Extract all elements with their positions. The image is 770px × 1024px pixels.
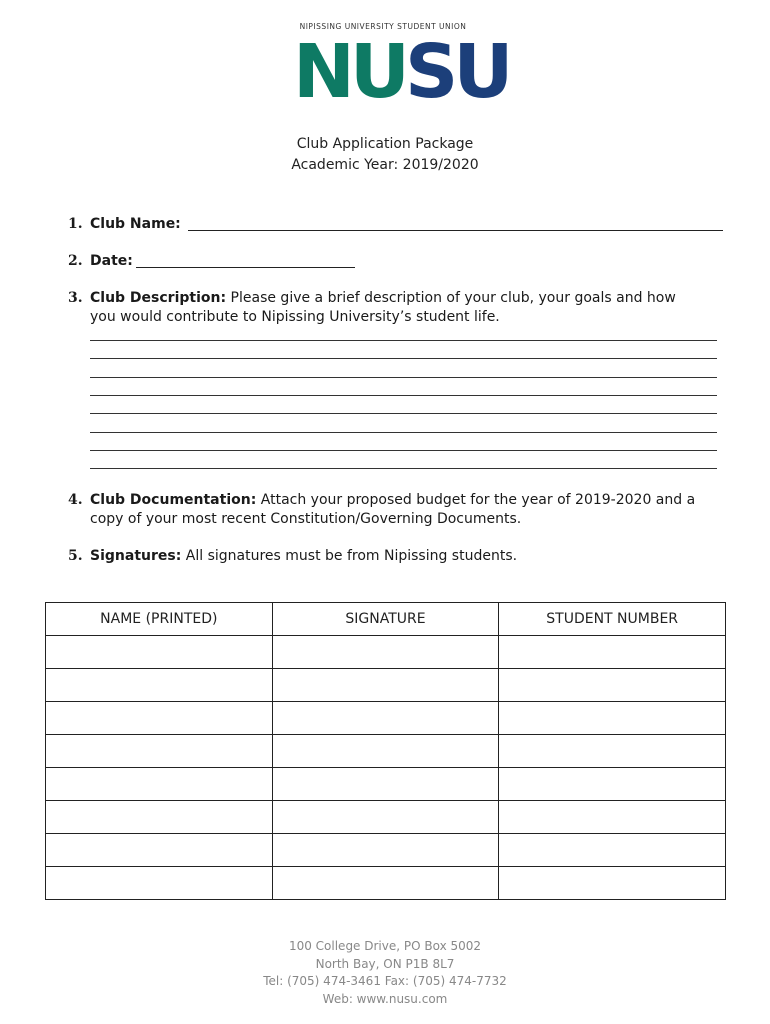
student-number-cell[interactable] — [499, 735, 726, 768]
name-cell[interactable] — [46, 834, 273, 867]
table-row — [46, 735, 726, 768]
name-cell[interactable] — [46, 702, 273, 735]
description-line[interactable] — [90, 340, 717, 341]
name-cell[interactable] — [46, 768, 273, 801]
student-number-cell[interactable] — [499, 669, 726, 702]
signature-cell[interactable] — [272, 702, 499, 735]
signature-cell[interactable] — [272, 669, 499, 702]
question-label: Signatures: — [90, 548, 182, 564]
page-title — [0, 134, 770, 176]
student-number-cell[interactable] — [499, 801, 726, 834]
question-text: All signatures must be from Nipissing students. — [181, 548, 518, 564]
name-cell[interactable] — [46, 669, 273, 702]
column-header-signature: SIGNATURE — [272, 603, 499, 636]
table-row — [46, 867, 726, 900]
question-label: Club Description: — [90, 290, 227, 306]
question-number: 1. — [68, 216, 83, 232]
signature-cell[interactable] — [272, 768, 499, 801]
description-line[interactable] — [90, 358, 717, 359]
question-club-name — [68, 215, 728, 235]
signature-cell[interactable] — [272, 801, 499, 834]
question-label: Club Name: — [90, 216, 181, 232]
question-signatures — [68, 547, 748, 567]
signature-table — [45, 602, 726, 900]
club-name-field[interactable] — [188, 230, 723, 231]
question-number: 2. — [68, 253, 83, 269]
signature-cell[interactable] — [272, 735, 499, 768]
footer-contact — [0, 938, 770, 1008]
student-number-cell[interactable] — [499, 702, 726, 735]
name-cell[interactable] — [46, 735, 273, 768]
signature-cell[interactable] — [272, 636, 499, 669]
description-line[interactable] — [90, 413, 717, 414]
description-line[interactable] — [90, 377, 717, 378]
table-row — [46, 669, 726, 702]
question-number: 4. — [68, 492, 83, 508]
footer-web: Web: www.nusu.com — [322, 991, 448, 1006]
student-number-cell[interactable] — [499, 768, 726, 801]
table-row — [46, 801, 726, 834]
name-cell[interactable] — [46, 636, 273, 669]
date-field[interactable] — [136, 267, 355, 268]
question-text: Attach your proposed budget for the year of 2019-2020 and a — [256, 492, 696, 508]
description-line[interactable] — [90, 450, 717, 451]
question-number: 3. — [68, 290, 83, 306]
student-number-cell[interactable] — [499, 636, 726, 669]
table-row — [46, 768, 726, 801]
signature-cell[interactable] — [272, 834, 499, 867]
footer-address-line-1: 100 College Drive, PO Box 5002 — [288, 939, 482, 953]
nusu-logo — [293, 22, 509, 115]
logo-wordmark — [293, 29, 509, 115]
column-header-student-number: STUDENT NUMBER — [499, 603, 726, 636]
column-header-name: NAME (PRINTED) — [46, 603, 273, 636]
question-date — [68, 252, 368, 272]
table-row — [46, 702, 726, 735]
title-line-2: Academic Year: 2019/2020 — [291, 157, 479, 173]
description-line[interactable] — [90, 468, 717, 469]
student-number-cell[interactable] — [499, 834, 726, 867]
logo-word-nu: NU — [293, 29, 406, 115]
name-cell[interactable] — [46, 867, 273, 900]
footer-phone: Tel: (705) 474-3461 Fax: (705) 474-7732 — [263, 974, 507, 988]
question-number: 5. — [68, 548, 83, 564]
question-text-line-2: copy of your most recent Constitution/Governing Documents. — [90, 511, 522, 527]
description-line[interactable] — [90, 395, 717, 396]
table-row — [46, 834, 726, 867]
name-cell[interactable] — [46, 801, 273, 834]
question-label: Date: — [90, 253, 133, 269]
footer-address-line-2: North Bay, ON P1B 8L7 — [315, 956, 455, 971]
question-label: Club Documentation: — [90, 492, 257, 508]
logo-tagline: NIPISSING UNIVERSITY STUDENT UNION — [299, 22, 467, 31]
table-header-row — [46, 603, 726, 636]
table-row — [46, 636, 726, 669]
question-text-line-2: you would contribute to Nipissing University’s student life. — [90, 309, 500, 325]
question-club-documentation — [68, 491, 748, 531]
question-club-description — [68, 289, 748, 329]
question-text: Please give a brief description of your club, your goals and how — [226, 290, 676, 306]
signature-cell[interactable] — [272, 867, 499, 900]
student-number-cell[interactable] — [499, 867, 726, 900]
description-line[interactable] — [90, 432, 717, 433]
title-line-1: Club Application Package — [296, 136, 474, 152]
logo-word-su: SU — [405, 29, 509, 115]
